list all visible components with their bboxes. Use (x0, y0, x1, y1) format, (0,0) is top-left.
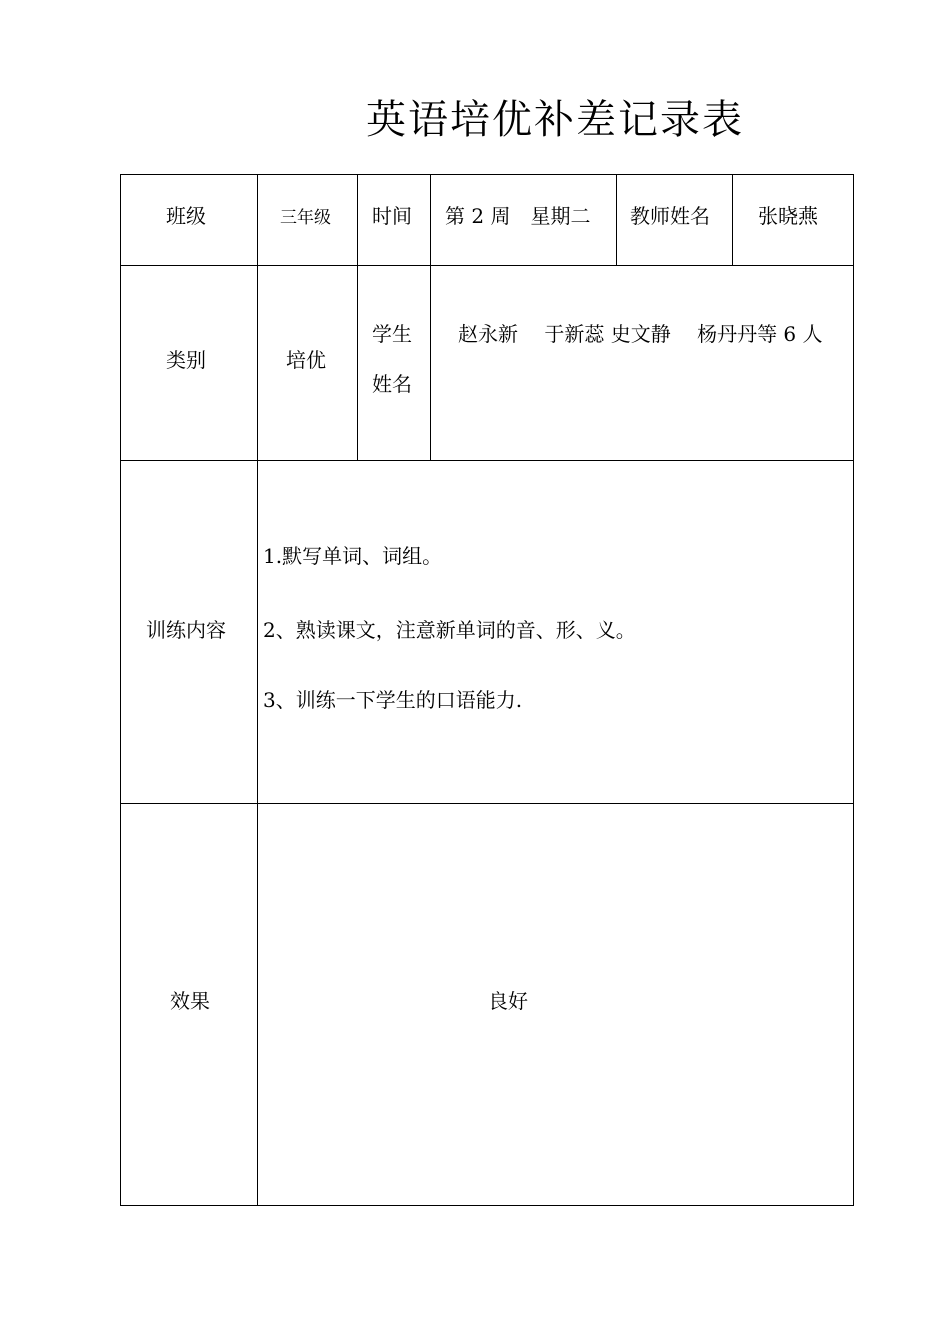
effect-value: 良好 (488, 989, 528, 1013)
table-row-divider (120, 265, 854, 266)
table-border-top (120, 174, 854, 175)
training-label: 训练内容 (146, 618, 226, 642)
table-border-bottom (120, 1205, 854, 1206)
student-names: 赵永新 于新蕊 史文静 杨丹丹等 6 人 (458, 322, 823, 346)
document-title: 英语培优补差记录表 (366, 97, 744, 143)
training-item-1: 1.默写单词、词组。 (263, 544, 443, 568)
student-label (372, 324, 412, 394)
table-column-divider (357, 174, 358, 461)
table-column-divider (616, 174, 617, 266)
time-label: 时间 (372, 204, 412, 228)
student-label-line2: 姓名 (372, 372, 412, 396)
table-row-divider (120, 460, 854, 461)
table-column-divider (257, 174, 258, 1206)
table-border-right (853, 174, 854, 1206)
effect-label: 效果 (170, 989, 210, 1013)
training-item-2: 2、熟读课文，注意新单词的音、形、义。 (263, 618, 636, 642)
category-label: 类别 (166, 348, 206, 372)
table-border-left (120, 174, 121, 1206)
class-label: 班级 (166, 204, 206, 228)
teacher-value: 张晓燕 (758, 204, 818, 228)
student-label-line1: 学生 (372, 322, 412, 346)
table-column-divider (732, 174, 733, 266)
category-value: 培优 (286, 348, 326, 372)
teacher-label: 教师姓名 (630, 204, 710, 228)
training-item-3: 3、训练一下学生的口语能力. (263, 688, 523, 712)
table-column-divider (430, 174, 431, 461)
time-value: 第 2 周 星期二 (445, 204, 591, 228)
table-row-divider (120, 803, 854, 804)
class-value: 三年级 (280, 208, 331, 228)
